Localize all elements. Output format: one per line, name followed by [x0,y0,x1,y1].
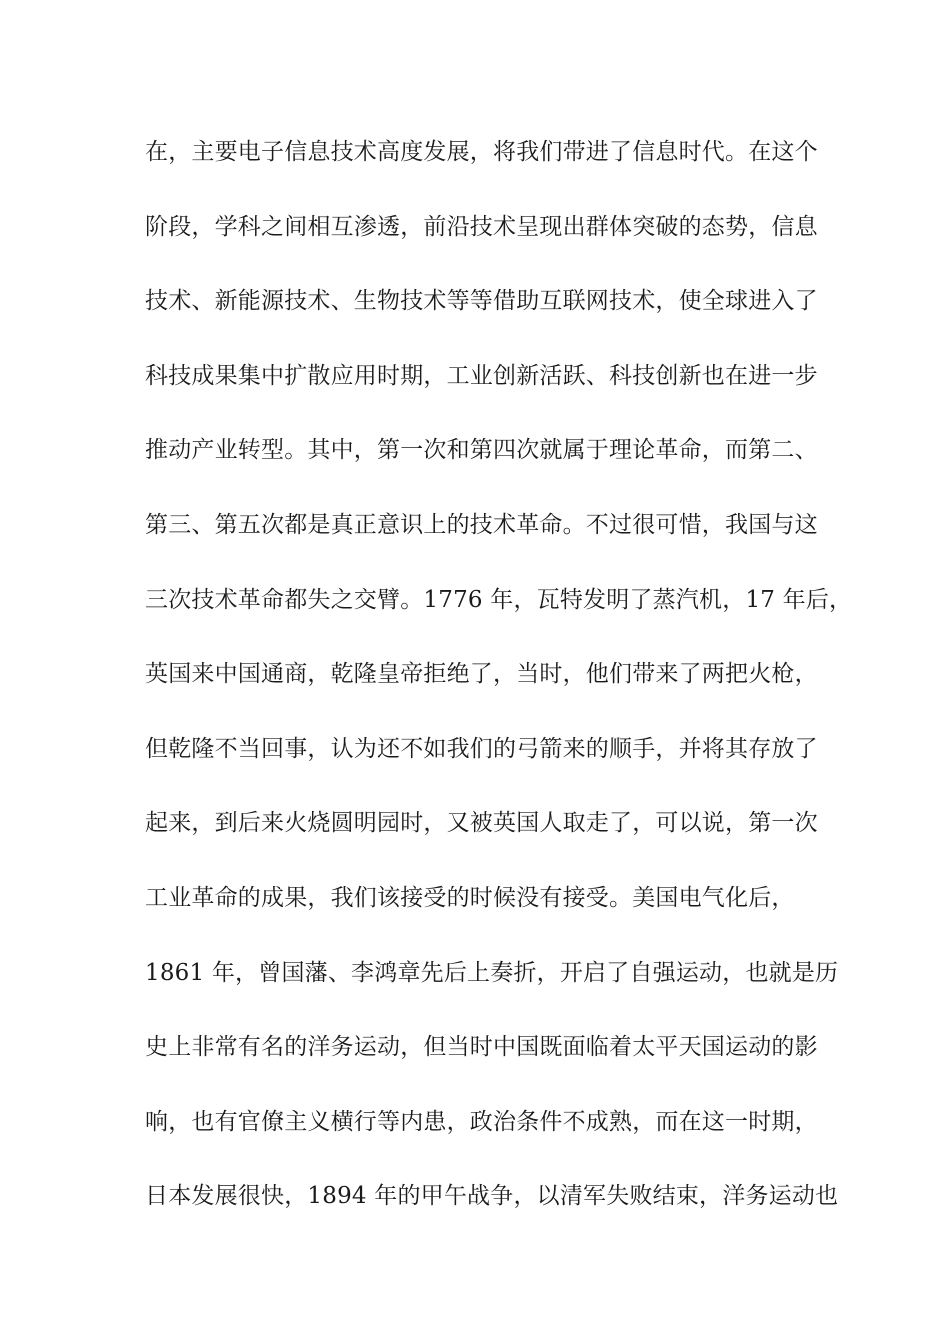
text-line: 三次技术革命都失之交臂。1776 年，瓦特发明了蒸汽机，17 年后， [145,586,853,613]
text-line: 工业革命的成果，我们该接受的时候没有接受。美国电气化后， [145,884,795,911]
text-line: 在，主要电子信息技术高度发展，将我们带进了信息时代。在这个 [145,139,818,165]
text-line: 日本发展很快，1894 年的甲午战争，以清军失败结束，洋务运动也 [145,1183,839,1210]
text-line: 技术、新能源技术、生物技术等等借助互联网技术，使全球进入了 [145,288,818,315]
text-line: 第三、第五次都是真正意识上的技术革命。不过很可惜，我国与这 [145,511,818,538]
text-line: 推动产业转型。其中，第一次和第四次就属于理论革命，而第二、 [145,437,818,464]
text-line: 起来，到后来火烧圆明园时，又被英国人取走了，可以说，第一次 [145,810,818,837]
body-paragraph [145,130,853,1249]
text-line: 科技成果集中扩散应用时期，工业创新活跃、科技创新也在进一步 [145,362,818,389]
text-line: 阶段，学科之间相互渗透，前沿技术呈现出群体突破的态势，信息 [145,213,818,240]
text-line: 响，也有官僚主义横行等内患，政治条件不成熟，而在这一时期， [145,1108,818,1135]
text-line: 英国来中国通商，乾隆皇帝拒绝了，当时，他们带来了两把火枪， [145,661,818,688]
text-line: 1861 年，曾国藩、李鸿章先后上奏折，开启了自强运动，也就是历 [145,959,839,986]
text-line: 史上非常有名的洋务运动，但当时中国既面临着太平天国运动的影 [145,1034,818,1061]
text-line: 但乾隆不当回事，认为还不如我们的弓箭来的顺手，并将其存放了 [145,735,818,762]
